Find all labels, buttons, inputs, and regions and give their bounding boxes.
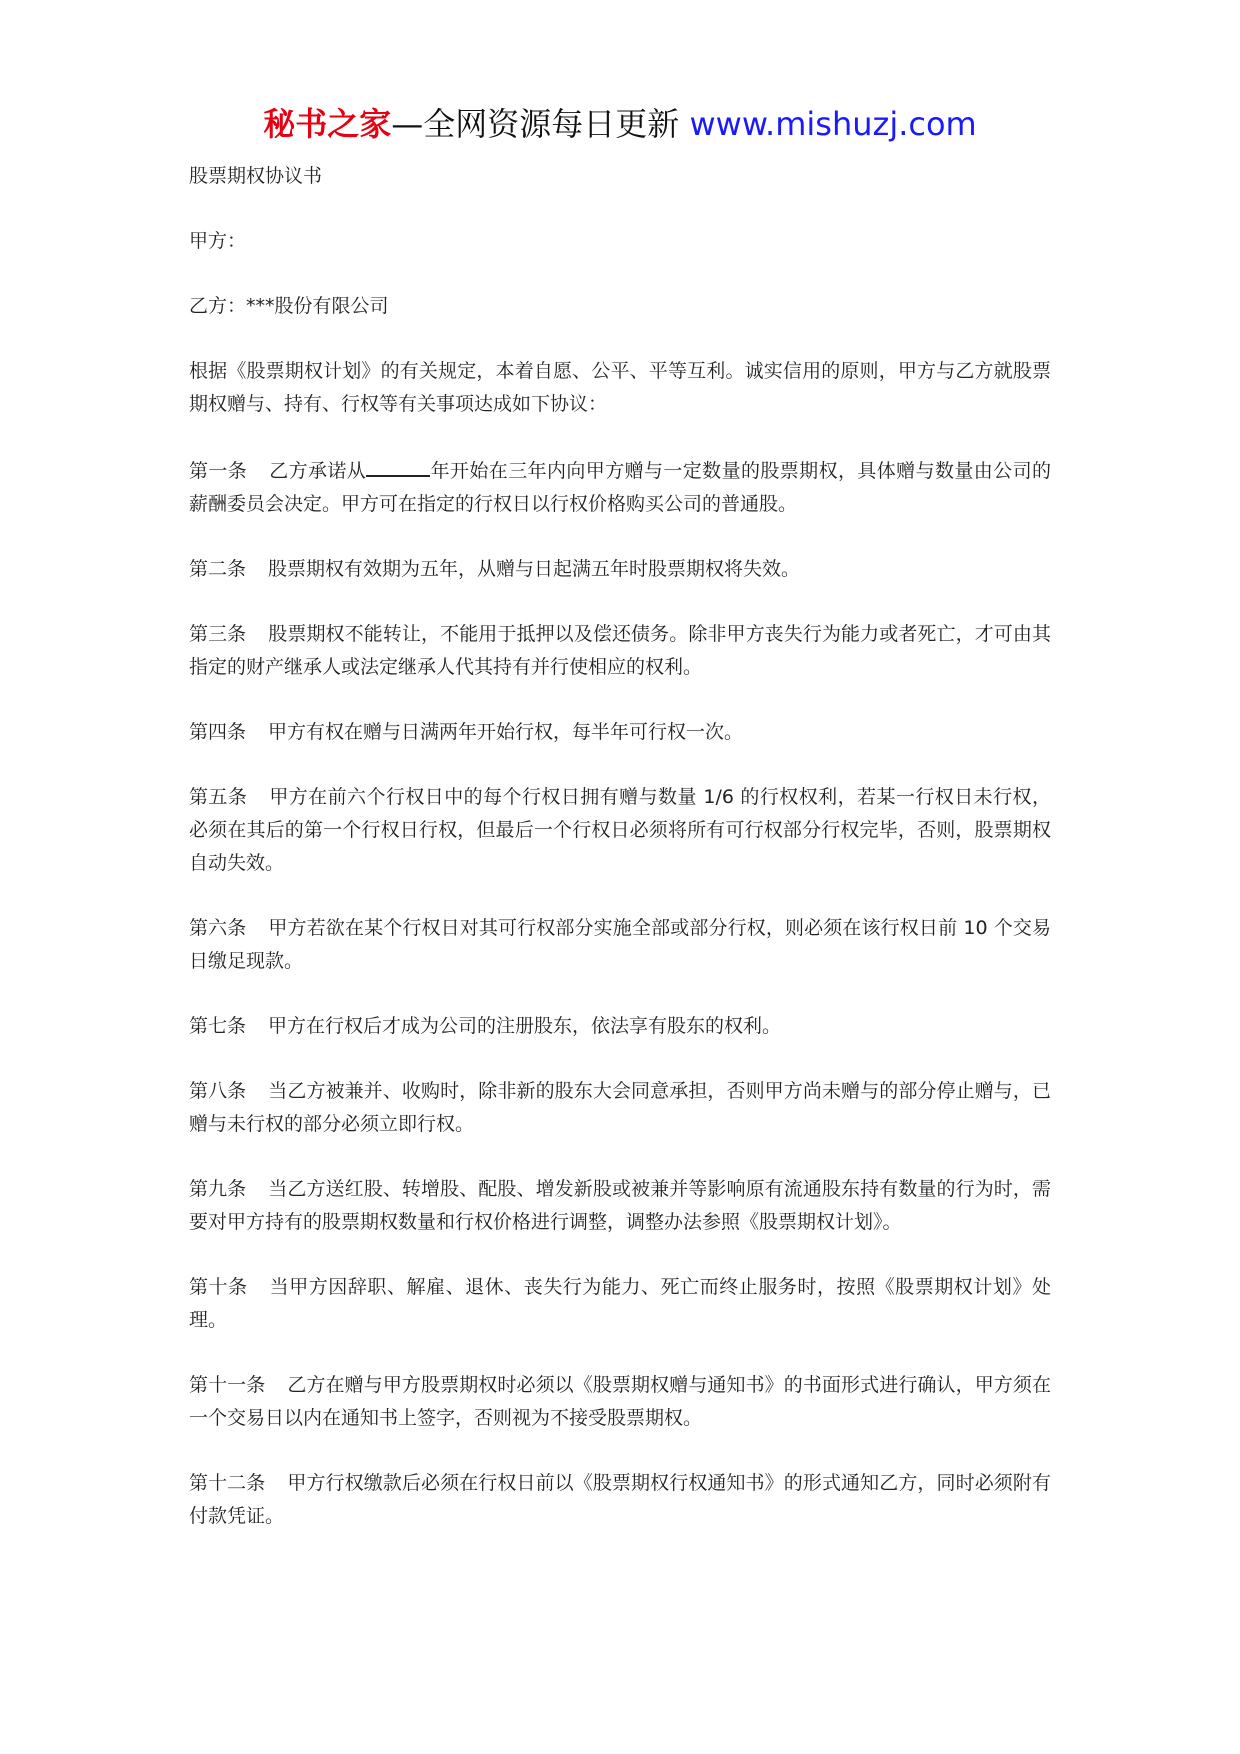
article-number: 第五条 [189,786,248,808]
document-title: 股票期权协议书 [189,165,323,187]
article-3 [189,618,1051,684]
article-9 [189,1173,1051,1239]
article-number: 第七条 [189,1015,247,1037]
site-brand: 秘书之家 [263,105,392,143]
article-number: 第九条 [189,1178,247,1200]
article-number: 第四条 [189,721,247,743]
document-body [189,160,1051,1565]
article-number: 第十二条 [189,1472,266,1494]
article-number: 第十条 [189,1276,248,1298]
article-5 [189,781,1051,880]
article-text: 股票期权不能转让，不能用于抵押以及偿还债务。除非甲方丧失行为能力或者死亡，才可由其指定的财产继承人或法定继承人代其持有并行使相应的权利。 [189,623,1051,678]
article-text: 当乙方送红股、转增股、配股、增发新股或被兼并等影响原有流通股东持有数量的行为时，需要对甲方持有的股票期权数量和行权价格进行调整，调整办法参照《股票期权计划》。 [189,1178,1051,1233]
article-6 [189,912,1051,978]
article-text: 甲方在前六个行权日中的每个行权日拥有赠与数量 1/6 的行权权利，若某一行权日未行权，必须在其后的第一个行权日行权，但最后一个行权日必须将所有可行权部分行权完毕，否则，股票期权自动失效。 [189,786,1051,874]
article-text: 当甲方因辞职、解雇、退休、丧失行为能力、死亡而终止服务时，按照《股票期权计划》处理。 [189,1276,1051,1331]
article-text: 甲方有权在赠与日满两年开始行权，每半年可行权一次。 [268,721,744,743]
article-4 [189,716,1051,749]
year-blank-field [366,453,430,477]
preamble-paragraph: 根据《股票期权计划》的有关规定，本着自愿、公平、平等互利。诚实信用的原则，甲方与乙方就股票期权赠与、持有、行权等有关事项达成如下协议： [189,360,1051,415]
article-text: 当乙方被兼并、收购时，除非新的股东大会同意承担，否则甲方尚未赠与的部分停止赠与，已赠与未行权的部分必须立即行权。 [189,1080,1051,1135]
site-slogan: —全网资源每日更新 [391,105,690,143]
article-number: 第一条 [189,460,248,482]
article-text: 股票期权有效期为五年，从赠与日起满五年时股票期权将失效。 [268,558,801,580]
site-url-link[interactable]: www.mishuzj.com [689,105,977,143]
article-number: 第三条 [189,623,247,645]
article-2 [189,553,1051,586]
article-text: 乙方在赠与甲方股票期权时必须以《股票期权赠与通知书》的书面形式进行确认，甲方须在一个交易日以内在通知书上签字，否则视为不接受股票期权。 [189,1374,1051,1429]
article-12 [189,1467,1051,1533]
article-7 [189,1010,1051,1043]
article-text-before-blank: 乙方承诺从 [269,460,367,482]
article-number: 第二条 [189,558,247,580]
article-number: 第八条 [189,1080,247,1102]
party-b-line: 乙方：***股份有限公司 [189,295,389,317]
party-a-line: 甲方： [189,230,247,252]
article-text: 甲方在行权后才成为公司的注册股东，依法享有股东的权利。 [268,1015,782,1037]
article-text-after-blank: 年开始在三年内向甲方赠与一定数量的股票期权，具体赠与数量由公司的薪酬委员会决定。甲方可在指定的行权日以行权价格购买公司的普通股。 [189,460,1051,515]
article-number: 第十一条 [189,1374,266,1396]
article-text: 甲方行权缴款后必须在行权日前以《股票期权行权通知书》的形式通知乙方，同时必须附有付款凭证。 [189,1472,1051,1527]
article-1 [189,453,1051,521]
article-text: 甲方若欲在某个行权日对其可行权部分实施全部或部分行权，则必须在该行权日前 10 个交易日缴足现款。 [189,917,1051,972]
article-8 [189,1075,1051,1141]
article-10 [189,1271,1051,1337]
article-number: 第六条 [189,917,247,939]
site-header [0,104,1240,144]
article-11 [189,1369,1051,1435]
